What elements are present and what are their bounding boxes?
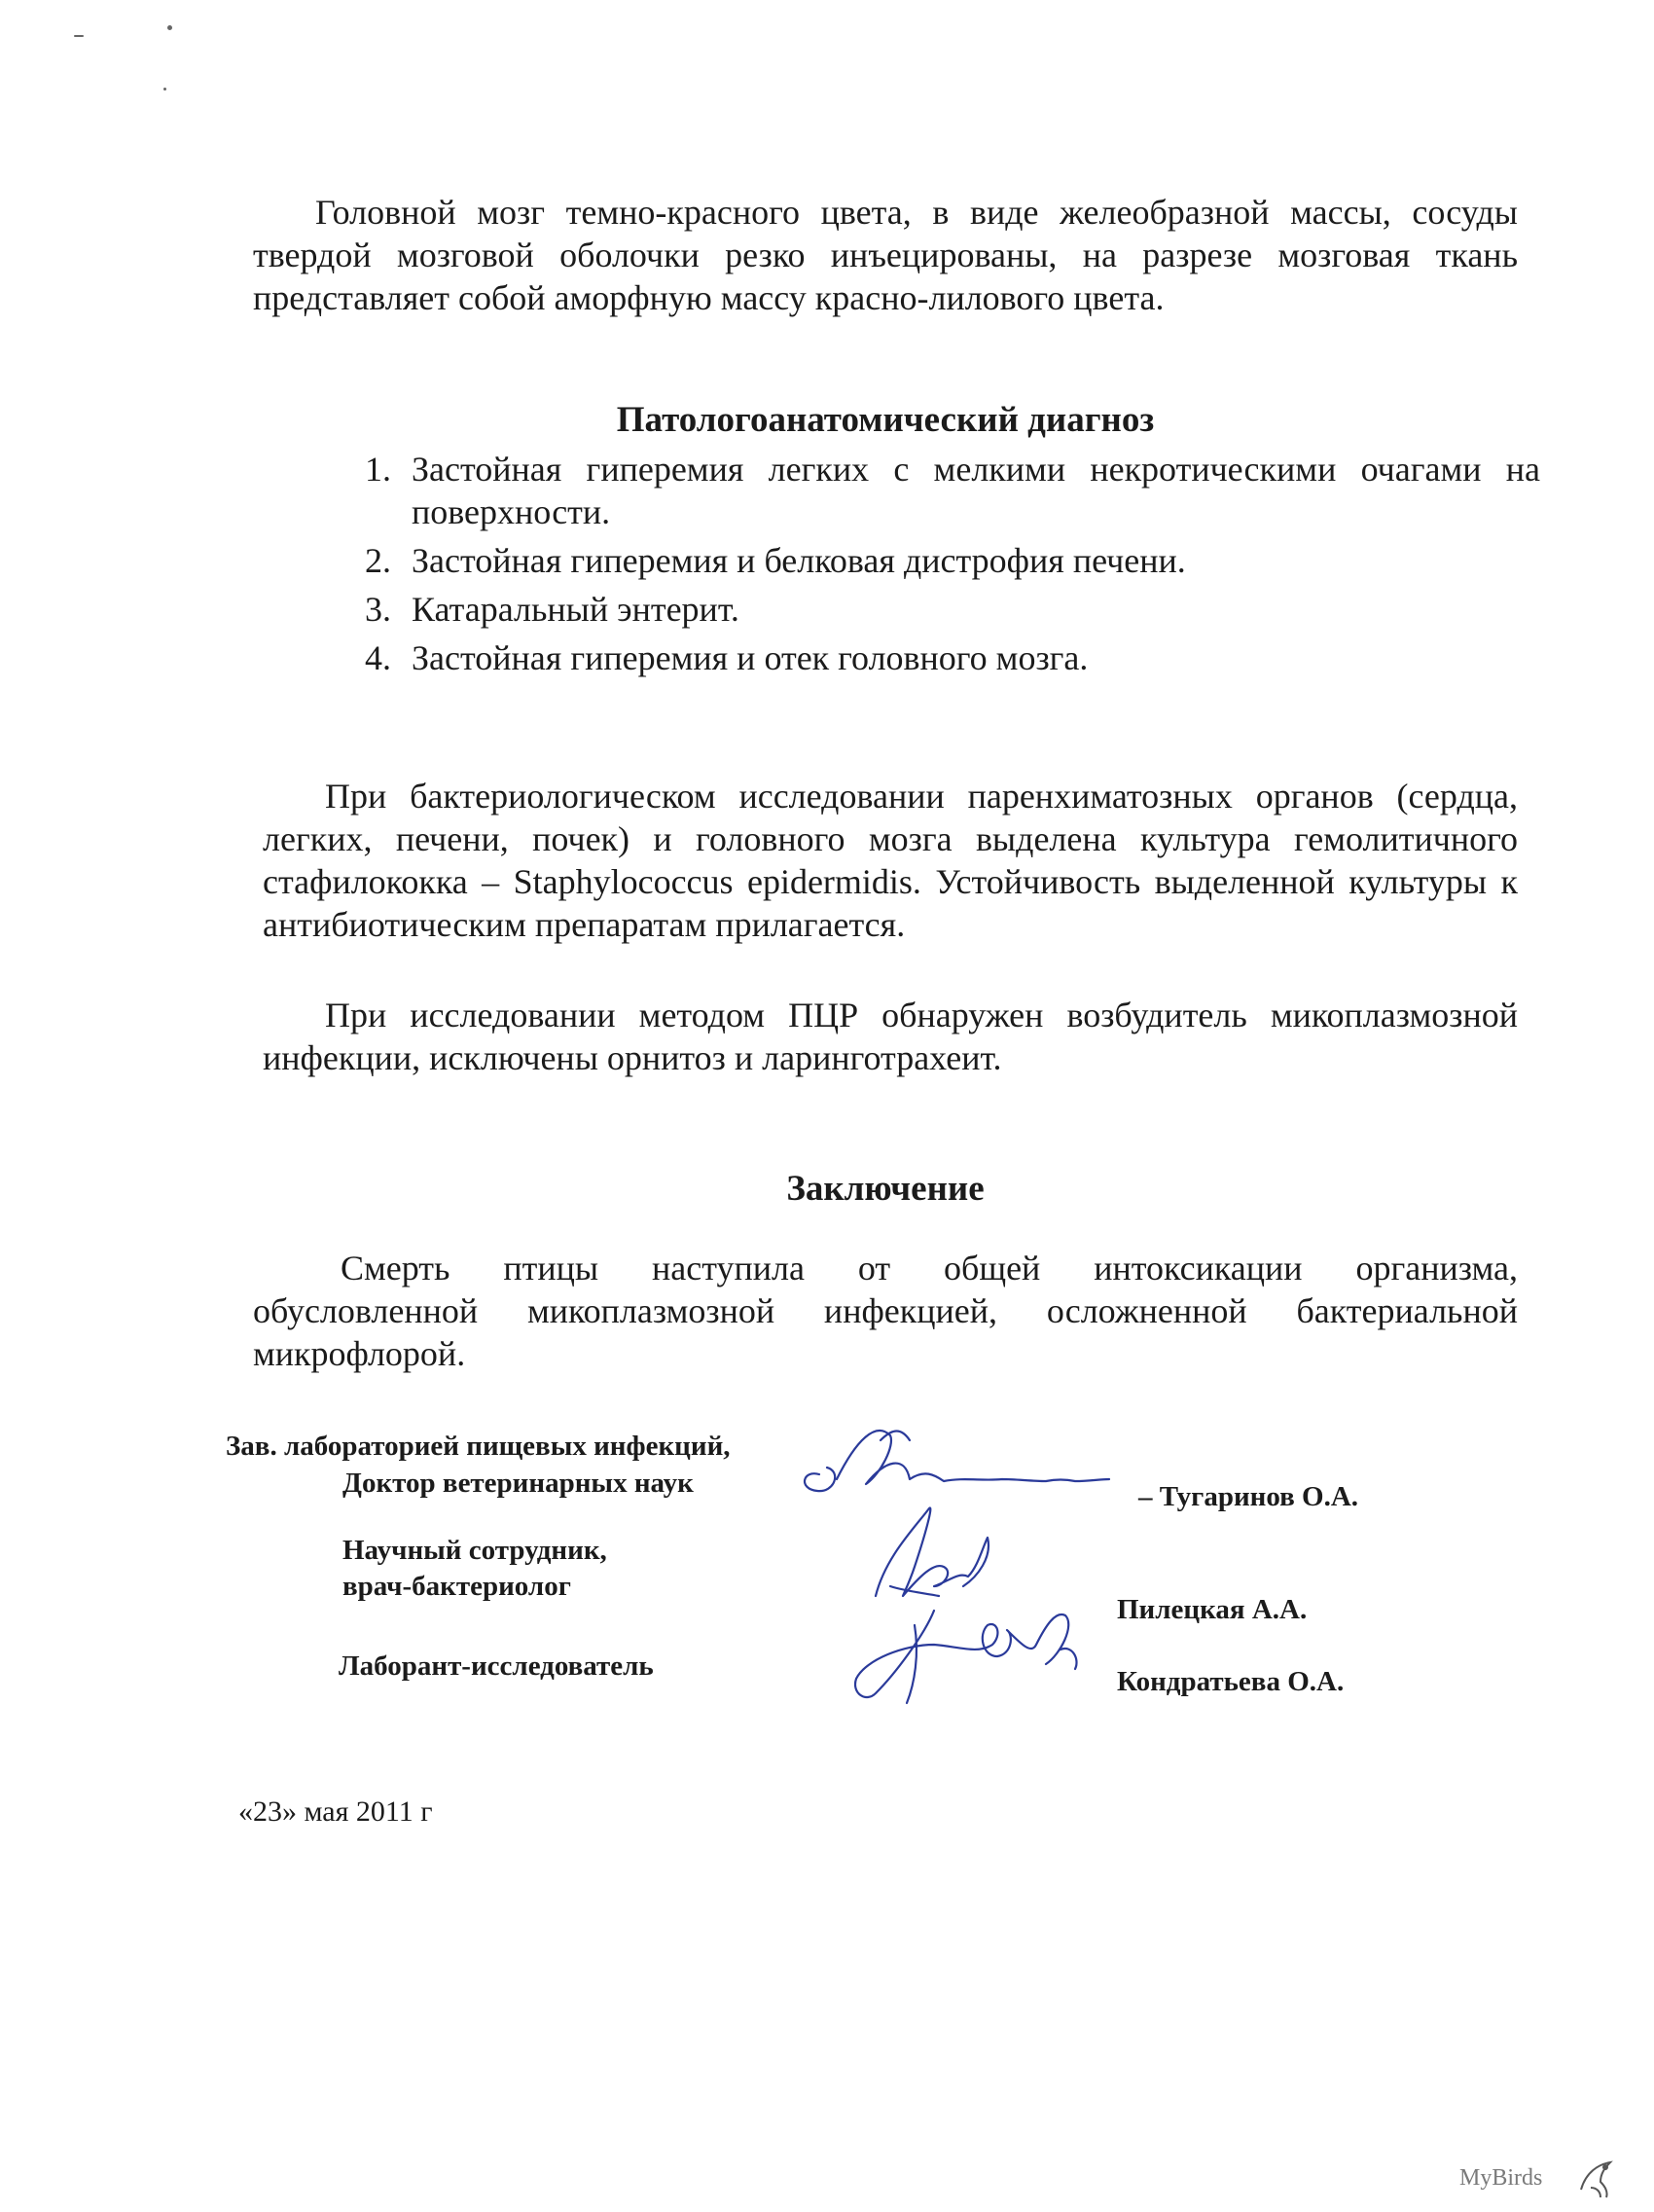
signature-tugarinov [805,1431,1109,1491]
signature-kondratieva [855,1611,1068,1697]
signer3-role: Лаборант-исследователь [339,1650,654,1682]
paragraph-pcr: При исследовании методом ПЦР обнаружен возбудитель микоплазмозной инфекции, исключены орнитоз и ларинготрахеит. [263,996,1518,1077]
bird-logo-icon [1571,2153,1620,2201]
diagnosis-heading: Патологоанатомический диагноз [616,400,1155,440]
diagnosis-item-text: Застойная гиперемия и отек головного мозга. [412,638,1089,677]
conclusion-text: Смерть птицы наступила от общей интоксикации организма, обусловленной микоплазмозной инфекцией, осложненной бактериальной микрофлорой. [253,1249,1518,1373]
handwritten-signatures [798,1401,1148,1771]
signer2-role-line2: врач-бактериолог [342,1571,571,1602]
signer1-role-line2: Доктор ветеринарных наук [342,1468,694,1499]
scan-speck [167,25,172,30]
diagnosis-list [365,448,1540,685]
scan-speck [74,35,84,37]
diagnosis-item [365,448,1540,533]
scan-speck [163,88,166,91]
signer3-name: Кондратьева О.А. [1117,1666,1345,1697]
diagnosis-item-text: Застойная гиперемия и белковая дистрофия печени. [412,541,1186,580]
diagnosis-item-number: 2. [365,541,391,580]
watermark-text: MyBirds [1459,2165,1543,2191]
diagnosis-item-text: Катаральный энтерит. [412,590,739,629]
signer1-role-line1: Зав. лабораторией пищевых инфекций, [226,1431,731,1462]
signer2-name: Пилецкая А.А. [1117,1594,1308,1625]
paragraph-brain: Головной мозг темно-красного цвета, в виде желеобразной массы, сосуды твердой мозговой оболочки резко инъецированы, на разрезе мозговая ткань представляет собой аморфную массу красно-лилового цвета. [253,193,1518,317]
diagnosis-item-number: 3. [365,590,391,629]
diagnosis-item-text: Застойная гиперемия легких с мелкими некротическими очагами на поверхности. [412,450,1540,531]
signer2-role-line1: Научный сотрудник, [342,1535,607,1566]
diagnosis-item-number: 1. [365,450,391,489]
diagnosis-item [365,539,1540,582]
paragraph-bacteriology: При бактериологическом исследовании паренхиматозных органов (сердца, легких, печени, почек) и головного мозга выделена культура гемолитичного стафилококка – Staphylococcus epidermidis. Устойчивость выделенной культуры к антибиотическим препаратам прилагается. [263,777,1518,944]
diagnosis-item-number: 4. [365,638,391,677]
signer1-name: – Тугаринов О.А. [1138,1481,1359,1512]
document-date: «23» мая 2011 г [238,1795,433,1828]
diagnosis-item [365,636,1540,679]
signature-piletskaya [876,1508,989,1596]
diagnosis-item [365,588,1540,631]
conclusion-heading: Заключение [786,1169,985,1209]
